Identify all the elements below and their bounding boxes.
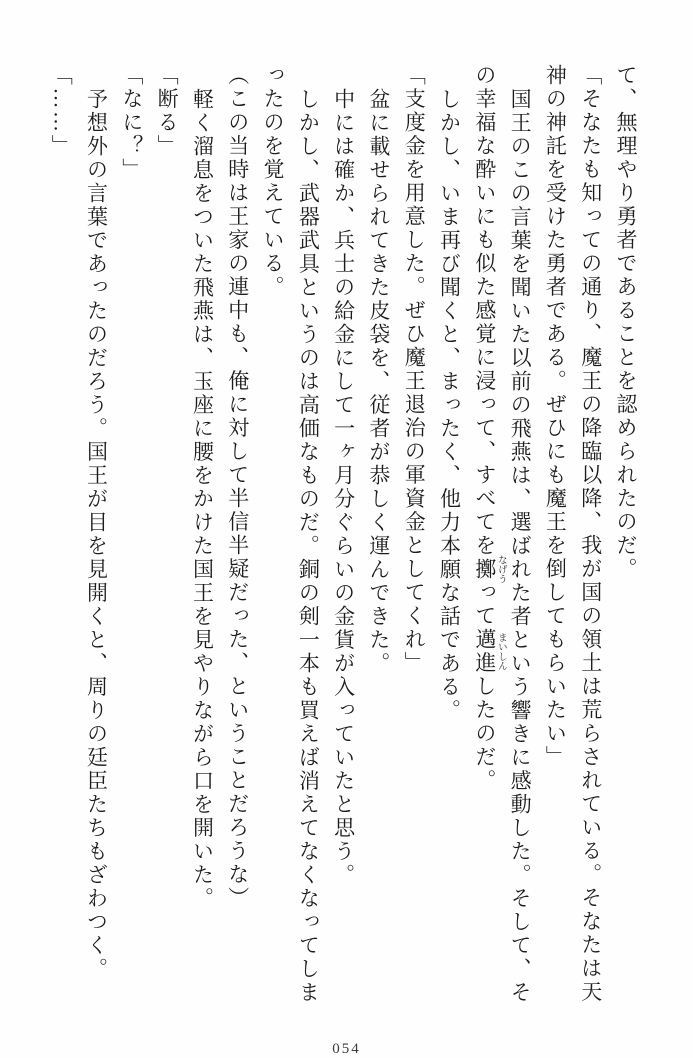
ruby-annotated-word: 邁進 まいしん [472,628,506,675]
paragraph: 「支度金を用意した。ぜひ魔王退治の軍資金としてくれ」 [402,64,427,675]
paragraph: しかし、武器武具というのは高価なものだ。銅の剣一本も買えば消えてなくなってしまったのを覚えている。 [261,64,321,1004]
paragraph: 「断る」 [155,64,180,158]
page-number: 054 [332,1041,361,1057]
paragraph: 予想外の言葉であったのだろう。国王が目を見開くと、周りの廷臣たちもざわつく。 [84,87,109,981]
paragraph: しかし、いま再び聞くと、まったく、他力本願な話である。 [437,87,462,722]
paragraph: 中には確か、兵士の給金にして一ヶ月分ぐらいの金貨が入っていたと思う。 [331,87,356,887]
paragraph: （この当時は王家の連中も、俺に対して半信半疑だった、ということだろうな） [225,64,250,910]
paragraph: 「……」 [49,64,74,158]
paragraph: 「そなたも知っての通り、魔王の降臨以降、我が国の領土は荒らされている。そなたは天神の神託を受けた勇者である。ぜひにも魔王を倒してもらいたい」 [543,64,603,1004]
paragraph: 軽く溜息をついた飛燕は、玉座に腰をかけた国王を見やりながら口を開いた。 [190,87,215,910]
ruby-annotated-word: 擲 なげう [472,555,506,584]
paragraph: 盆に載せられてきた皮袋を、従者が恭しく運んできた。 [366,87,391,675]
paragraph: 「なに？」 [119,64,144,182]
text-block [41,64,643,1011]
paragraph: 国王のこの言葉を聞いた以前の飛燕は、選ばれた者という響きに感動した。そして、その幸福な酔いにも似た感覚に浸って、すべてを擲 なげうって邁進 まいしんしたのだ。 [472,64,533,1004]
paragraph: て、無理やり勇者であることを認められたのだ。 [614,64,638,581]
